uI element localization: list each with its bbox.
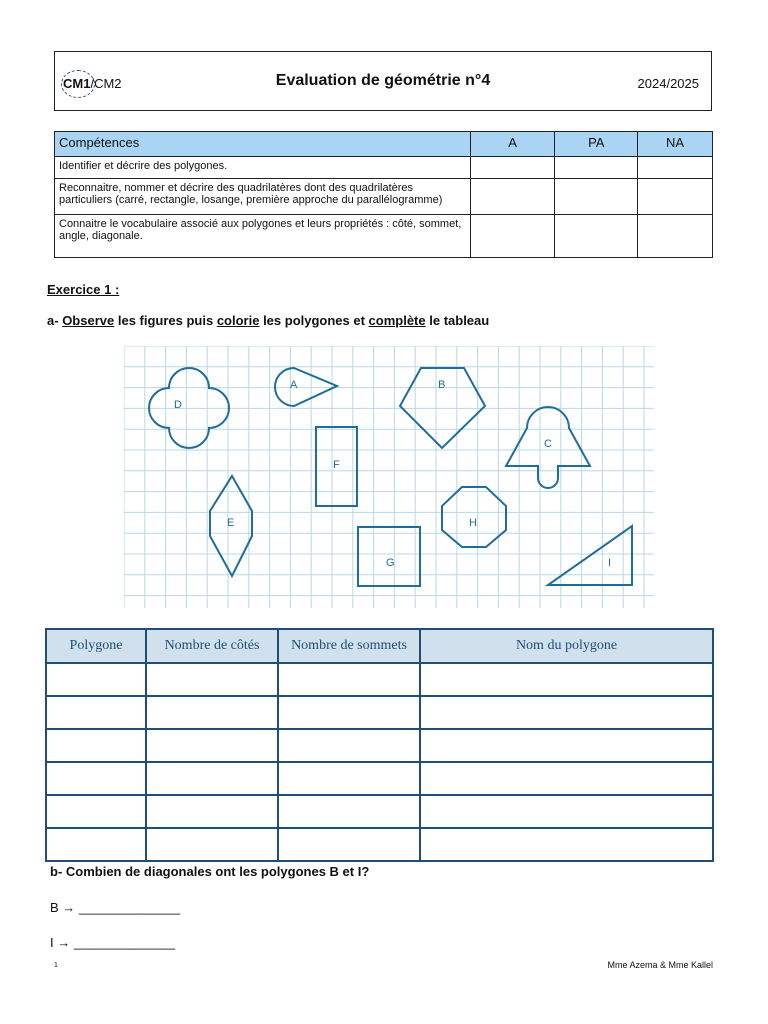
answer-header-row: [46, 629, 713, 663]
competence-row: [55, 215, 713, 258]
header-nom-polygone: Nom du polygone: [420, 629, 713, 663]
grade-cell[interactable]: [470, 157, 555, 179]
page-number: 1: [54, 962, 58, 969]
grade-cell[interactable]: [638, 157, 713, 179]
header-nombre-cotes: Nombre de côtés: [146, 629, 278, 663]
instr-prefix: a-: [47, 313, 59, 328]
answer-row: [46, 795, 713, 828]
answer-cell[interactable]: [278, 762, 420, 795]
header-na: NA: [638, 132, 713, 157]
answer-row: [46, 696, 713, 729]
answer-cell[interactable]: [146, 762, 278, 795]
answer-cell[interactable]: [278, 795, 420, 828]
cm1-label: CM1: [63, 76, 91, 91]
answer-cell[interactable]: [146, 696, 278, 729]
answer-cell[interactable]: [46, 663, 146, 696]
competence-table: [54, 131, 713, 258]
label-g: G: [386, 557, 395, 569]
answer-cell[interactable]: [46, 828, 146, 861]
competence-text: Reconnaitre, nommer et décrire des quadrilatères dont des quadrilatères particuliers (carré, rectangle, losange, première approche du parallélogramme): [55, 179, 471, 215]
answer-cell[interactable]: [146, 795, 278, 828]
grade-cell[interactable]: [555, 157, 638, 179]
exercise-title: Exercice 1 :: [47, 282, 120, 297]
grade-cell[interactable]: [555, 215, 638, 258]
answer-line-i[interactable]: I → ______________: [50, 935, 176, 950]
header-pa: PA: [555, 132, 638, 157]
grade-cell[interactable]: [638, 179, 713, 215]
answer-cell[interactable]: [420, 729, 713, 762]
answer-row: [46, 762, 713, 795]
answer-cell[interactable]: [278, 729, 420, 762]
answer-cell[interactable]: [46, 696, 146, 729]
instr-colorie: colorie: [216, 313, 260, 328]
answer-cell[interactable]: [278, 828, 420, 861]
question-b: b- Combien de diagonales ont les polygones B et I?: [50, 864, 370, 879]
instruction-a: [47, 313, 489, 328]
answer-cell[interactable]: [420, 828, 713, 861]
grade-cell[interactable]: [470, 215, 555, 258]
answer-table: [45, 628, 714, 862]
label-i: I: [608, 557, 612, 569]
instr-mid2: les polygones et: [259, 313, 369, 328]
answer-cell[interactable]: [46, 762, 146, 795]
label-f: F: [333, 459, 340, 471]
instr-mid1: les figures puis: [114, 313, 217, 328]
answer-table-body: [46, 663, 713, 861]
authors-footer: Mme Azema & Mme Kallel: [607, 960, 713, 970]
label-h: H: [469, 517, 477, 529]
answer-line-b[interactable]: B → ______________: [50, 900, 181, 915]
competence-row: [55, 179, 713, 215]
figures-grid: [124, 346, 654, 608]
figure-shapes: [149, 368, 632, 586]
school-year: 2024/2025: [637, 76, 699, 91]
answer-cell[interactable]: [146, 729, 278, 762]
answer-cell[interactable]: [278, 663, 420, 696]
header-box: [54, 51, 712, 111]
answer-cell[interactable]: [420, 696, 713, 729]
competence-text: Identifier et décrire des polygones.: [55, 157, 471, 179]
label-a: A: [290, 379, 298, 391]
header-a: A: [470, 132, 555, 157]
competence-header-row: [55, 132, 713, 157]
answer-cell[interactable]: [46, 729, 146, 762]
instr-observe: Observe: [62, 313, 115, 328]
cm2-label: /CM2: [90, 76, 122, 91]
answer-cell[interactable]: [420, 795, 713, 828]
answer-cell[interactable]: [46, 795, 146, 828]
answer-cell[interactable]: [278, 696, 420, 729]
answer-cell[interactable]: [420, 762, 713, 795]
header-nombre-sommets: Nombre de sommets: [278, 629, 420, 663]
figure-a-shape[interactable]: [275, 368, 337, 406]
header-competences: Compétences: [55, 132, 471, 157]
answer-cell[interactable]: [146, 663, 278, 696]
instr-end: le tableau: [425, 313, 490, 328]
competence-row: [55, 157, 713, 179]
label-c: C: [544, 438, 552, 450]
grade-cell[interactable]: [638, 215, 713, 258]
label-e: E: [227, 517, 235, 529]
page-title: Evaluation de géométrie n°4: [275, 72, 491, 89]
header-polygone: Polygone: [46, 629, 146, 663]
label-b: B: [438, 379, 446, 391]
label-d: D: [174, 399, 182, 411]
answer-row: [46, 729, 713, 762]
answer-row: [46, 828, 713, 861]
grade-cell[interactable]: [555, 179, 638, 215]
answer-cell[interactable]: [420, 663, 713, 696]
instr-complete: complète: [368, 313, 426, 328]
grade-cell[interactable]: [470, 179, 555, 215]
answer-cell[interactable]: [146, 828, 278, 861]
answer-row: [46, 663, 713, 696]
competence-text: Connaitre le vocabulaire associé aux polygones et leurs propriétés : côté, sommet, angle, diagonale.: [55, 215, 471, 258]
